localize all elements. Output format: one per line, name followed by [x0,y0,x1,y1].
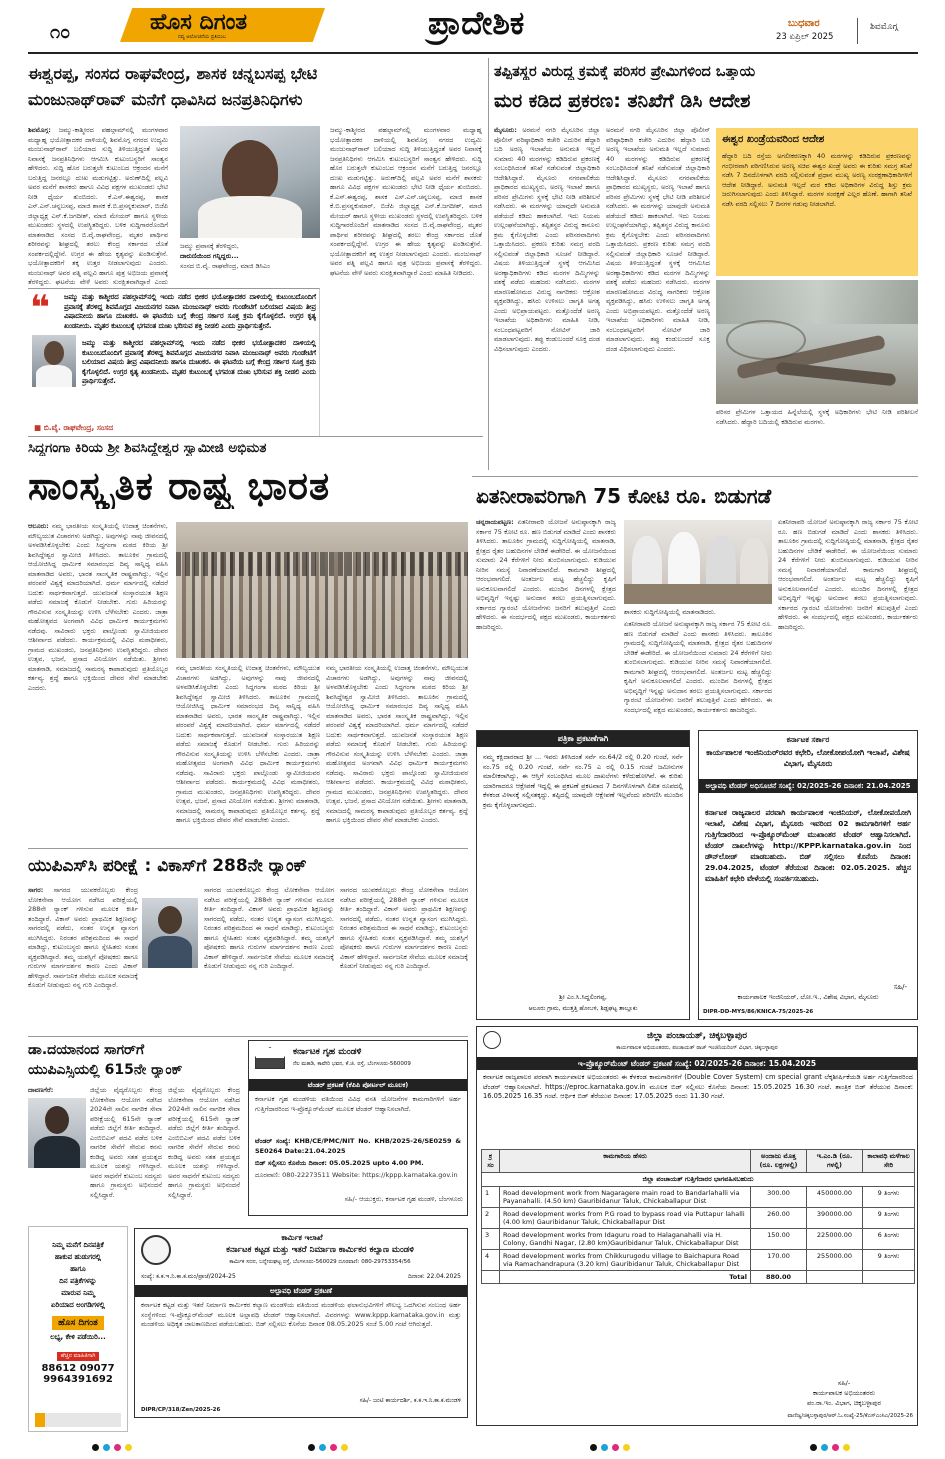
notice4-body: ಕರ್ನಾಟಕ ರಾಜ್ಯಪಾಲರ ಪರವಾಗಿ ಕಾರ್ಯಪಾಲಕ ಅಭಿಯಂತರರು ಈ ಕೆಳಕಂಡ ಕಾಮಗಾರಿಗಳಿಗೆ (Double Cover System) cm special grant ಲೆಕ್ಕಶೀರ್ಷಿಕೆಯಡಿ ಅರ್ಹ ಗುತ್ತಿಗೆದಾರರಿಂದ ಟೆಂಡರ್ ಆಹ್ವಾನಿಸಲಾಗಿದೆ. https://eproc.karnataka.gov.in ಮೂಲಕ ಬಿಡ್ ಸಲ್ಲಿಸಲು ಕೊನೆಯ ದಿನಾಂಕ: 15.05.2025 16.30 ಗಂಟೆ. ತಾಂತ್ರಿಕ ಬಿಡ್ ತೆರೆಯುವ ದಿನಾಂಕ: 16.05.2025 16.35 ಗಂಟೆ. ಆರ್ಥಿಕ ಬಿಡ್ ತೆರೆಯುವ ದಿನಾಂಕ: 17.05.2025 ರಂದು 11.30 ಗಂಟೆ. [483,1073,913,1100]
story2-body-cont: ಅರಮನೆ ನಗರಿ ಮೈಸೂರಿನ ಜಿಲ್ಲಾ ಪೊಲೀಸ್ ವರಿಷ್ಠಾಧಿಕಾರಿ ಕಚೇರಿ ಎದುರಿನ ಹೆದ್ದಾರಿ ಬದಿ ಅರಣ್ಯ ಇಲಾಖೆಯ ಅನುಮತಿ ಇಲ್ಲದೆ ಸುಮಾರು 40 ಮರಗಳನ್ನು ಕಡಿದಿರುವ ಪ್ರಕರಣಕ್ಕೆ ಸಂಬಂಧಿಸಿದಂತೆ ತನಿಖೆ ನಡೆಸುವಂತೆ ಜಿಲ್ಲಾಧಿಕಾರಿ ಆದೇಶಿಸಿದ್ದಾರೆ. ಮೈಸೂರು ನಗರಪಾಲಿಕೆಯ ಪ್ರಾಧಿಕಾರದ ಮುಖ್ಯಸ್ಥರು, ಅರಣ್ಯ ಇಲಾಖೆ ಹಾಗೂ ಪರಿಸರ ಪ್ರೇಮಿಗಳು ಸ್ಥಳಕ್ಕೆ ಭೇಟಿ ನೀಡಿ ಪರಿಶೀಲನೆ ನಡೆಸಿದರು. ಈ ಮರಗಳನ್ನು ಯಾವುದೇ ಅನುಮತಿ ಪಡೆಯದೆ ಕಡಿದು ಹಾಕಲಾಗಿದೆ. ಇದು ನಿಯಮ ಉಲ್ಲಂಘನೆಯಾಗಿದ್ದು, ತಪ್ಪಿತಸ್ಥರ ವಿರುದ್ಧ ಕಾನೂನು ಕ್ರಮ ಕೈಗೊಳ್ಳಬೇಕು ಎಂದು ಪರಿಸರವಾದಿಗಳು ಒತ್ತಾಯಿಸಿದರು. ಪ್ರಕರಣ ಕುರಿತು ಸಮಗ್ರ ವರದಿ ಸಲ್ಲಿಸುವಂತೆ ಜಿಲ್ಲಾಧಿಕಾರಿ ಸೂಚನೆ ನೀಡಿದ್ದಾರೆ. ವಿಷಯ ತಿಳಿಯುತ್ತಿದ್ದಂತೆ ಸ್ಥಳಕ್ಕೆ ಆಗಮಿಸಿದ ಅರಣ್ಯಾಧಿಕಾರಿಗಳು ಕಡಿದ ಮರಗಳ ದಿಮ್ಮಿಗಳನ್ನು ವಶಕ್ಕೆ ಪಡೆದು ಮಹಜರು ನಡೆಸಿದರು. ಮರಗಳ ಮಾರಣಹೋಮದ ವಿರುದ್ಧ ನಾಗರಿಕರು ಆಕ್ರೋಶ ವ್ಯಕ್ತಪಡಿಸಿದ್ದು, ಹಸಿರು ಉಳಿಸಲು ಜಾಗೃತಿ ಅಗತ್ಯ ಎಂದು ಅಭಿಪ್ರಾಯಪಟ್ಟರು. ಮತ್ತೊಂದೆಡೆ ಅರಣ್ಯ ಇಲಾಖೆಯ ಅಧಿಕಾರಿಗಳು ಮಾಹಿತಿ ನೀಡಿ, ಸಂಬಂಧಪಟ್ಟವರಿಗೆ ನೋಟಿಸ್ ಜಾರಿ ಮಾಡಲಾಗುವುದು. ತಪ್ಪು ಕಂಡುಬಂದರೆ ಸೂಕ್ತ ದಂಡ ವಿಧಿಸಲಾಗುವುದು ಎಂದರು. [606,126,710,353]
masthead-date: 23 ಏಪ್ರಿಲ್ 2025 [776,32,834,42]
cell-no: 4 [482,1250,500,1271]
notice5-ref: ಸಂಖ್ಯೆ: ಕ.ಕ.ಇ.ನಿ.ಕಾ.ಕ.ಮಂ/ಪ್ರಾಜೆ/2024-25 [141,1273,236,1280]
notice4-header: ಜಿಲ್ಲಾ ಪಂಚಾಯತ್, ಚಿಕ್ಕಬಳ್ಳಾಪುರ [647,1031,747,1041]
page-number: ೧೦ [50,22,71,43]
story3-dateline: ಆಲೂರು: [28,522,49,530]
story3-headline: ಸಾಂಸ್ಕೃತಿಕ ರಾಷ್ಟ್ರ ಭಾರತ [28,464,331,508]
story1-quote-box [28,288,320,436]
branches [726,320,806,360]
notice3-address: ನೆಲ ಮಹಡಿ, ಕಾವೇರಿ ಭವನ, ಕೆ.ಜಿ. ರಸ್ತೆ, ಬೆಂಗಳೂರು-560009 [293,1061,411,1067]
story4-body-col1 [476,518,616,714]
th-serial: ಕ್ರ ಸಂ [482,1150,500,1173]
story4-body: ಏತನೀರಾವರಿ ಯೋಜನೆ ಅನುಷ್ಠಾನಕ್ಕಾಗಿ ರಾಜ್ಯ ಸರ್ಕಾರ 75 ಕೋಟಿ ರೂ. ಹಣ ಬಿಡುಗಡೆ ಮಾಡಿದೆ ಎಂದು ಶಾಸಕರು ತಿಳಿಸಿದರು. ತಾಲೂಕಿನ ಗ್ರಾಮದಲ್ಲಿ ಸುದ್ದಿಗೋಷ್ಠಿಯಲ್ಲಿ ಮಾತನಾಡಿ, ಕ್ಷೇತ್ರದ ರೈತರ ಬಹುದಿನಗಳ ಬೇಡಿಕೆ ಈಡೇರಿದೆ. ಈ ಯೋಜನೆಯಿಂದ ಸುಮಾರು 24 ಕೆರೆಗಳಿಗೆ ನೀರು ತುಂಬಿಸಲಾಗುವುದು. ಕುಡಿಯುವ ನೀರಿನ ಸಮಸ್ಯೆ ನಿವಾರಣೆಯಾಗಲಿದೆ. ಕಾಮಗಾರಿ ಶೀಘ್ರದಲ್ಲಿ ಆರಂಭವಾಗಲಿದೆ. ಅಂತರ್ಜಲ ಮಟ್ಟ ಹೆಚ್ಚಲಿದ್ದು ಕೃಷಿಗೆ ಅನುಕೂಲವಾಗಲಿದೆ ಎಂದರು. ಮುಂದಿನ ದಿನಗಳಲ್ಲಿ ಕ್ಷೇತ್ರದ ಅಭಿವೃದ್ಧಿಗೆ ಇನ್ನಷ್ಟು ಅನುದಾನ ತರಲು ಪ್ರಯತ್ನಿಸಲಾಗುವುದು. ಸರ್ಕಾರದ ಗ್ಯಾರಂಟಿ ಯೋಜನೆಗಳು ಜನರಿಗೆ ತಲುಪುತ್ತಿವೆ ಎಂದು ಹೇಳಿದರು. ಈ ಸಂದರ್ಭದಲ್ಲಿ ಪಕ್ಷದ ಮುಖಂಡರು, ಕಾರ್ಯಕರ್ತರು ಹಾಜರಿದ್ದರು. [476,518,616,631]
story6-top-rule [28,1036,468,1037]
crowd-heads [176,552,468,576]
notice1-signature-2: ಆಲೂರು ಗ್ರಾಮ, ಮುತ್ತತ್ತಿ ಹೋಬಳಿ, ಶಿಡ್ಲಘಟ್ಟ ತಾಲ್ಲೂಕು [528,1005,638,1012]
story1-caption-3: ಸಂಸದ ಬಿ.ವೈ. ರಾಘವೇಂದ್ರ, ಮಾಜಿ ಡಿಸಿಎಂ [180,262,271,270]
story1-body-cont: ಜಮ್ಮು-ಕಾಶ್ಮೀರದ ಪಹಲ್ಗಾಮ್‌ನಲ್ಲಿ ಮಂಗಳವಾರ ಮಧ್ಯಾಹ್ನ ಭಯೋತ್ಪಾದಕರ ದಾಳಿಯಲ್ಲಿ ಶಿವಮೊಗ್ಗ ನಗರದ ಉದ್ಯಮಿ ಮಂಜುನಾಥ್‌ರಾವ್ ಬಲಿಯಾದ ಸುದ್ದಿ ತಿಳಿಯುತ್ತಿದ್ದಂತೆ ಅವರ ನಿವಾಸಕ್ಕೆ ಜನಪ್ರತಿನಿಧಿಗಳು ಆಗಮಿಸಿ ಕುಟುಂಬಸ್ಥರಿಗೆ ಸಾಂತ್ವನ ಹೇಳಿದರು. ಸುದ್ದಿ ಹೊರ ಬರುತ್ತಲೇ ಕುಟುಂಬದ ಆಕ್ರಂದನ ಮನೆಗೆ ಬರುತ್ತಿದ್ದ ಜನರಲ್ಲೂ ದುಃಖ ಮಡುಗಟ್ಟಿತ್ತು. ಅರುಣ್‌ದಿಲ್ಲಿ ಪಲ್ಲವಿ ಅವರ ಮನೆಗೆ ಶಾಸಕರು ಹಾಗೂ ವಿವಿಧ ಪಕ್ಷಗಳ ಮುಖಂಡರು ಭೇಟಿ ನೀಡಿ ಧೈರ್ಯ ತುಂಬಿದರು. ಕೆ.ಎಸ್.ಈಶ್ವರಪ್ಪ, ಶಾಸಕ ಎಸ್.ಎನ್.ಚನ್ನಬಸಪ್ಪ, ಮಾಜಿ ಶಾಸಕ ಕೆ.ಬಿ.ಪ್ರಸನ್ನಕುಮಾರ್, ಬಿಜೆಪಿ ಜಿಲ್ಲಾಧ್ಯಕ್ಷ ಎನ್.ಕೆ.ಜಗದೀಶ್, ಮಾಜಿ ಮೇಯರ್ ಹಾಗೂ ಸ್ಥಳೀಯ ಮುಖಂಡರು ಸ್ಥಳದಲ್ಲಿ ಉಪಸ್ಥಿತರಿದ್ದರು. ಬಳಿಕ ಸುದ್ದಿಗಾರರೊಂದಿಗೆ ಮಾತನಾಡಿದ ಸಂಸದ ಬಿ.ವೈ.ರಾಘವೇಂದ್ರ, ಮೃತರ ಪಾರ್ಥಿವ ಶರೀರವನ್ನು ಶೀಘ್ರದಲ್ಲಿ ತರಲು ಕೇಂದ್ರ ಸರ್ಕಾರದ ಜೊತೆ ಸಂಪರ್ಕದಲ್ಲಿದ್ದೇನೆ. ಉಗ್ರರ ಈ ಹೇಯ ಕೃತ್ಯವನ್ನು ಖಂಡಿಸುತ್ತೇನೆ. ಭಯೋತ್ಪಾದಕರಿಗೆ ತಕ್ಕ ಉತ್ತರ ನೀಡಲಾಗುವುದು ಎಂದರು. ಮಂಜುನಾಥ್ ಅವರ ಪತ್ನಿ ಪಲ್ಲವಿ ಹಾಗೂ ಪುತ್ರ ಅಭಿಜಯ ಪ್ರವಾಸಕ್ಕೆ ತೆರಳಿದ್ದರು. ಘಟನೆಯ ವೇಳೆ ಅವರು ಸುರಕ್ಷಿತವಾಗಿದ್ದಾರೆ ಎಂದು ಮಾಹಿತಿ ನೀಡಿದರು. [330,126,482,277]
person-silhouette [222,140,278,202]
total-empty-2 [807,1271,863,1284]
story3-body-col2 [176,664,320,840]
cell-period: 6 ತಿಂಗಳು [863,1229,915,1250]
ad-brand-strip [35,1413,121,1427]
ad-label: ಹೆಚ್ಚಿನ ಮಾಹಿತಿಗಾಗಿ [57,1352,100,1361]
notice4-table-wrap [481,1149,915,1284]
cell-amount: 150.00 [751,1229,807,1250]
notice2-header: ಕರ್ನಾಟಕ ಸರ್ಕಾರ [786,735,830,744]
story4-body-cont2: ಏತನೀರಾವರಿ ಯೋಜನೆ ಅನುಷ್ಠಾನಕ್ಕಾಗಿ ರಾಜ್ಯ ಸರ್ಕಾರ 75 ಕೋಟಿ ರೂ. ಹಣ ಬಿಡುಗಡೆ ಮಾಡಿದೆ ಎಂದು ಶಾಸಕರು ತಿಳಿಸಿದರು. ತಾಲೂಕಿನ ಗ್ರಾಮದಲ್ಲಿ ಸುದ್ದಿಗೋಷ್ಠಿಯಲ್ಲಿ ಮಾತನಾಡಿ, ಕ್ಷೇತ್ರದ ರೈತರ ಬಹುದಿನಗಳ ಬೇಡಿಕೆ ಈಡೇರಿದೆ. ಈ ಯೋಜನೆಯಿಂದ ಸುಮಾರು 24 ಕೆರೆಗಳಿಗೆ ನೀರು ತುಂಬಿಸಲಾಗುವುದು. ಕುಡಿಯುವ ನೀರಿನ ಸಮಸ್ಯೆ ನಿವಾರಣೆಯಾಗಲಿದೆ. ಕಾಮಗಾರಿ ಶೀಘ್ರದಲ್ಲಿ ಆರಂಭವಾಗಲಿದೆ. ಅಂತರ್ಜಲ ಮಟ್ಟ ಹೆಚ್ಚಲಿದ್ದು ಕೃಷಿಗೆ ಅನುಕೂಲವಾಗಲಿದೆ ಎಂದರು. ಮುಂದಿನ ದಿನಗಳಲ್ಲಿ ಕ್ಷೇತ್ರದ ಅಭಿವೃದ್ಧಿಗೆ ಇನ್ನಷ್ಟು ಅನುದಾನ ತರಲು ಪ್ರಯತ್ನಿಸಲಾಗುವುದು. ಸರ್ಕಾರದ ಗ್ಯಾರಂಟಿ ಯೋಜನೆಗಳು ಜನರಿಗೆ ತಲುಪುತ್ತಿವೆ ಎಂದು ಹೇಳಿದರು. ಈ ಸಂದರ್ಭದಲ್ಲಿ ಪಕ್ಷದ ಮುಖಂಡರು, ಕಾರ್ಯಕರ್ತರು ಹಾಜರಿದ್ದರು. [778,518,918,631]
dot-cyan [319,1444,326,1451]
story-tree-felling [494,58,918,470]
story2-sidebar [716,128,918,276]
notice2-title: ಕಾರ್ಯಪಾಲಕ ಇಂಜಿನಿಯರ್‌ರವರ ಕಛೇರಿ, ಲೋಕೋಪಯೋಗಿ ಇಲಾಖೆ, ವಿಶೇಷ ವಿಭಾಗ, ಮೈಸೂರು [706,748,910,768]
notice4-sign-1: ಸಹಿ/- [837,1379,851,1387]
cell-period: 9 ತಿಂಗಳು [863,1208,915,1229]
story4-dateline: ಚನ್ನರಾಯಪಟ್ಟಣ: [476,518,514,526]
cell-period: 9 ತಿಂಗಳು [863,1250,915,1271]
table-row [482,1187,915,1208]
dot-black [810,1444,817,1451]
table-row [482,1250,915,1271]
story5-body: ಸಾಗರದ ಯುವಕರೊಬ್ಬರು ಕೇಂದ್ರ ಲೋಕಸೇವಾ ಆಯೋಗ ನಡೆಸಿದ ಪರೀಕ್ಷೆಯಲ್ಲಿ 288ನೇ ರ್‍ಯಾಂಕ್ ಗಳಿಸುವ ಮೂಲಕ ಕೀರ್ತಿ ತಂದಿದ್ದಾರೆ. ವಿಕಾಸ್ ಅವರು ಪ್ರಾಥಮಿಕ ಶಿಕ್ಷಣವನ್ನು ಸಾಗರದಲ್ಲಿ ಪಡೆದು, ನಂತರ ಉನ್ನತ ವ್ಯಾಸಂಗ ಮುಗಿಸಿದ್ದರು. ನಿರಂತರ ಪರಿಶ್ರಮದಿಂದ ಈ ಸಾಧನೆ ಮಾಡಿದ್ದು, ಕುಟುಂಬಸ್ಥರು ಹಾಗೂ ಸ್ನೇಹಿತರು ಸಂತಸ ವ್ಯಕ್ತಪಡಿಸಿದ್ದಾರೆ. ತಮ್ಮ ಯಶಸ್ಸಿಗೆ ಪೋಷಕರು ಹಾಗೂ ಗುರುಗಳ ಮಾರ್ಗದರ್ಶನ ಕಾರಣ ಎಂದು ವಿಕಾಸ್ ಹೇಳಿದ್ದಾರೆ. ಸಾರ್ವಜನಿಕ ಸೇವೆಯ ಮೂಲಕ ಸಮಾಜಕ್ಕೆ ಕೊಡುಗೆ ನೀಡುವುದು ನನ್ನ ಗುರಿ ಎಂದಿದ್ದಾರೆ. [28,886,138,989]
cell-work: Road development works from Chikkurugodu village to Baichapura Road via Ramachandrapura (3.20 km) Gauribidanur Taluk, Chickaballapur Dist [500,1250,751,1271]
story5-body-cont1: ಸಾಗರದ ಯುವಕರೊಬ್ಬರು ಕೇಂದ್ರ ಲೋಕಸೇವಾ ಆಯೋಗ ನಡೆಸಿದ ಪರೀಕ್ಷೆಯಲ್ಲಿ 288ನೇ ರ್‍ಯಾಂಕ್ ಗಳಿಸುವ ಮೂಲಕ ಕೀರ್ತಿ ತಂದಿದ್ದಾರೆ. ವಿಕಾಸ್ ಅವರು ಪ್ರಾಥಮಿಕ ಶಿಕ್ಷಣವನ್ನು ಸಾಗರದಲ್ಲಿ ಪಡೆದು, ನಂತರ ಉನ್ನತ ವ್ಯಾಸಂಗ ಮುಗಿಸಿದ್ದರು. ನಿರಂತರ ಪರಿಶ್ರಮದಿಂದ ಈ ಸಾಧನೆ ಮಾಡಿದ್ದು, ಕುಟುಂಬಸ್ಥರು ಹಾಗೂ ಸ್ನೇಹಿತರು ಸಂತಸ ವ್ಯಕ್ತಪಡಿಸಿದ್ದಾರೆ. ತಮ್ಮ ಯಶಸ್ಸಿಗೆ ಪೋಷಕರು ಹಾಗೂ ಗುರುಗಳ ಮಾರ್ಗದರ್ಶನ ಕಾರಣ ಎಂದು ವಿಕಾಸ್ ಹೇಳಿದ್ದಾರೆ. ಸಾರ್ವಜನಿಕ ಸೇವೆಯ ಮೂಲಕ ಸಮಾಜಕ್ಕೆ ಕೊಡುಗೆ ನೀಡುವುದು ನನ್ನ ಗುರಿ ಎಂದಿದ್ದಾರೆ. [204,886,334,970]
notice2-ref: ಅಲ್ಪಾವಧಿ ಟೆಂಡರ್ ಅಧಿಸೂಚನೆ ಸಂಖ್ಯೆ: 02/2025-26 ದಿನಾಂಕ: 21.04.2025 [699,779,917,793]
dot-magenta [612,1444,619,1451]
story6-body-col2 [168,1086,240,1214]
cell-emd: 255000.00 [807,1250,863,1271]
notice5-heading: ಅಲ್ಪಾವಧಿ ಟೆಂಡರ್ ಪ್ರಕಟಣೆ [135,1285,467,1297]
ad-line-6: ಏರಿಯಾದ ಅಂಗಡಿಗಳಲ್ಲಿ [51,1301,105,1309]
notice2-sign-1: ಸಹಿ/- [893,983,907,991]
story6-body-cont: ಜಿಲ್ಲೆಯ ವೈದ್ಯರೊಬ್ಬರು ಕೇಂದ್ರ ಲೋಕಸೇವಾ ಆಯೋಗ ನಡೆಸಿದ 2024ನೇ ಸಾಲಿನ ನಾಗರಿಕ ಸೇವಾ ಪರೀಕ್ಷೆಯಲ್ಲಿ 615ನೇ ರ್‍ಯಾಂಕ್ ಪಡೆದು ಜಿಲ್ಲೆಗೆ ಕೀರ್ತಿ ತಂದಿದ್ದಾರೆ. ಎಂಬಿಬಿಎಸ್ ಪದವಿ ಪಡೆದ ಬಳಿಕ ನಾಗರಿಕ ಸೇವೆಗೆ ಸೇರುವ ಕನಸು ಕಂಡಿದ್ದ ಅವರು ಸತತ ಪ್ರಯತ್ನದ ಮೂಲಕ ಯಶಸ್ಸು ಗಳಿಸಿದ್ದಾರೆ. ಅವರ ಸಾಧನೆಗೆ ಕುಟುಂಬ ಸದಸ್ಯರು ಹಾಗೂ ಗ್ರಾಮಸ್ಥರು ಅಭಿನಂದನೆ ಸಲ್ಲಿಸಿದ್ದಾರೆ. [168,1086,240,1199]
paper-tagline: ನವ್ಯ ಆಲೋಚನೆಯ ಪ್ರತಿಬಿಂಬ [178,34,226,40]
story2-dateline: ಮೈಸೂರು: [494,126,517,134]
ad-line-2: ಹಾಕುವ ಹುಡುಗರಲ್ಲಿ [54,1253,102,1261]
th-work: ಕಾಮಗಾರಿಯ ಹೆಸರು [500,1150,751,1173]
author-body [36,365,72,387]
story3-kicker: ಸಿದ್ಧಗಂಗಾ ಕಿರಿಯ ಶ್ರೀ ಶಿವಸಿದ್ದೇಶ್ವರ ಸ್ವಾಮೀಜಿ ಅಭಿಮತ [28,440,267,456]
story1-quote-author: ■ ಬಿ.ವೈ. ರಾಘವೇಂದ್ರ, ಸಂಸದ [34,423,114,432]
vikas-body [148,936,192,968]
cell-emd: 390000.00 [807,1208,863,1229]
ad-line-4: ದಿನ ಪತ್ರಿಕೆಗಳನ್ನು [59,1277,97,1285]
story-manjunath [28,58,483,440]
notice3-ref: ಟೆಂಡರ್ ಸಂಖ್ಯೆ: KHB/CE/PMC/NIT No. KHB/2025-26/SE0259 & SE0264 Date:21.04.2025 [255,1137,461,1155]
ad-line-5: ಮಾರುವ ನಿಮ್ಮ [61,1289,95,1297]
person-shoulders [198,196,302,238]
story3-body-col3 [326,664,468,840]
registration-marks-right [810,1444,850,1451]
notice5-footer: DIPR/CP/318/Zen/2025-26 [141,1407,221,1413]
notice3-deadline: ಬಿಡ್ ಸಲ್ಲಿಸಲು ಕೊನೆಯ ದಿನಾಂಕ: 05.05.2025 upto 4.00 PM. [255,1159,424,1167]
story5-body-col3 [340,886,468,1026]
story4-photo-caption: ಶಾಸಕರು ಸುದ್ದಿಗೋಷ್ಠಿಯಲ್ಲಿ ಮಾತನಾಡಿದರು. [624,608,716,616]
table-group-row [482,1173,915,1187]
story4-body-col2 [624,620,772,714]
dayananda-head [45,1106,69,1134]
story2-photo-felled-trees [716,280,918,404]
story3-body: ನಮ್ಮ ಭಾರತೀಯ ಸಂಸ್ಕೃತಿಯಲ್ಲಿ ಉದಾತ್ತ ಚಿಂತನೆಗಳು, ಮೌಲ್ಯಯುತ ವಿಚಾರಗಳು ಅಡಗಿದ್ದು, ಅವುಗಳನ್ನು ನಾವು ಜೀವನದಲ್ಲಿ ಅಳವಡಿಸಿಕೊಳ್ಳಬೇಕು ಎಂದು ಸಿದ್ಧಗಂಗಾ ಮಠದ ಕಿರಿಯ ಶ್ರೀ ಶಿವಸಿದ್ದೇಶ್ವರ ಸ್ವಾಮೀಜಿ ತಿಳಿಸಿದರು. ತಾಲೂಕಿನ ಗ್ರಾಮದಲ್ಲಿ ಆಯೋಜಿಸಿದ್ದ ಧಾರ್ಮಿಕ ಸಮಾರಂಭದ ದಿವ್ಯ ಸಾನ್ನಿಧ್ಯ ವಹಿಸಿ ಮಾತನಾಡಿದ ಅವರು, ಭಾರತ ಸಾಂಸ್ಕೃತಿಕ ರಾಷ್ಟ್ರವಾಗಿದ್ದು, ಇಲ್ಲಿನ ಪರಂಪರೆ ವಿಶ್ವಕ್ಕೆ ಮಾದರಿಯಾಗಿದೆ. ಧರ್ಮ ಮಾರ್ಗದಲ್ಲಿ ನಡೆದರೆ ಬದುಕು ಸಾರ್ಥಕವಾಗುತ್ತದೆ. ಯುವಜನತೆ ಸಂಸ್ಕಾರಯುತ ಶಿಕ್ಷಣ ಪಡೆದು ಸಮಾಜಕ್ಕೆ ಕೊಡುಗೆ ನೀಡಬೇಕು. ಗುರು ಹಿರಿಯರನ್ನು ಗೌರವಿಸುವ ಸಂಸ್ಕೃತಿಯನ್ನು ಉಳಿಸಿ ಬೆಳೆಸಬೇಕು ಎಂದರು. ಜಾತ್ರಾ ಮಹೋತ್ಸವದ ಅಂಗವಾಗಿ ವಿವಿಧ ಧಾರ್ಮಿಕ ಕಾರ್ಯಕ್ರಮಗಳು ನಡೆದವು. ಸಾವಿರಾರು ಭಕ್ತರು ಪಾಲ್ಗೊಂಡು ಸ್ವಾಮೀಜಿಯವರ ಆಶೀರ್ವಾದ ಪಡೆದರು. ಕಾರ್ಯಕ್ರಮದಲ್ಲಿ ವಿವಿಧ ಮಠಾಧೀಶರು, ಗ್ರಾಮದ ಮುಖಂಡರು, ಜನಪ್ರತಿನಿಧಿಗಳು ಉಪಸ್ಥಿತರಿದ್ದರು. ದೇವರ ಉತ್ಸವ, ಭಜನೆ, ಪ್ರಸಾದ ವಿನಿಯೋಗ ನಡೆಯಿತು. ಶ್ರೀಗಳು ಮಾತನಾಡಿ, ಸಮಾಜದಲ್ಲಿ ಸಾಮರಸ್ಯ ಕಾಪಾಡುವುದು ಪ್ರತಿಯೊಬ್ಬರ ಕರ್ತವ್ಯ. ಶ್ರದ್ಧೆ ಹಾಗೂ ಭಕ್ತಿಯಿಂದ ದೇವರ ಸೇವೆ ಮಾಡಬೇಕು ಎಂದರು. [28,522,168,692]
dot-magenta [832,1444,839,1451]
notice5-subtitle: ಕರ್ನಾಟಕ ಕಟ್ಟಡ ಮತ್ತು ಇತರೆ ನಿರ್ಮಾಣ ಕಾರ್ಮಿಕರ ಕಲ್ಯಾಣ ಮಂಡಳಿ [226,1245,414,1255]
table-group-label: ಜಿಲ್ಲಾ ಪಂಚಾಯತ್ ಗುತ್ತಿಗೆದಾರರ ಭಾಗವಹಿಸಬಹುದು [482,1173,915,1187]
masthead-divider [857,18,858,44]
story1-dateline: ಶಿವಮೊಗ್ಗ: [28,126,51,134]
total-amount: 880.00 [751,1271,807,1284]
notice2-sign-2: ಕಾರ್ಯಪಾಲಕ ಇಂಜಿನಿಯರ್, ಲೋ.ಇ., ವಿಶೇಷ ವಿಭಾಗ, ಮೈಸೂರು [737,993,879,1001]
story2-sidebar-body: ಹೆದ್ದಾರಿ ಬದಿ ರಸ್ತೆಯ ಅಗಲೀಕರಣಕ್ಕಾಗಿ 40 ಮರಗಳನ್ನು ಕಡಿದಿರುವ ಪ್ರಕರಣವನ್ನು ಗಂಭೀರವಾಗಿ ಪರಿಗಣಿಸಿರುವ ಅರಣ್ಯ ಸಚಿವ ಈಶ್ವರ ಖಂಡ್ರೆ ಅವರು ಈ ಕುರಿತು ಸಮಗ್ರ ತನಿಖೆ ನಡೆಸಿ 7 ದಿನದೊಳಗಾಗಿ ವರದಿ ಸಲ್ಲಿಸುವಂತೆ ಪ್ರಧಾನ ಮುಖ್ಯ ಅರಣ್ಯ ಸಂರಕ್ಷಣಾಧಿಕಾರಿಗಳಿಗೆ ಆದೇಶ ನೀಡಿದ್ದಾರೆ. ಅನುಮತಿ ಇಲ್ಲದೆ ಮರ ಕಡಿದ ಅಧಿಕಾರಿಗಳ ವಿರುದ್ಧ ಶಿಸ್ತು ಕ್ರಮ ಜರುಗಿಸಲಾಗುವುದು ಎಂದು ತಿಳಿಸಿದ್ದಾರೆ. ಮರಗಳ ಸಂರಕ್ಷಣೆ ಎಲ್ಲರ ಹೊಣೆ. ಹಾಗಾಗಿ ತನಿಖೆ ನಡೆಸಿ ವರದಿ ಸಲ್ಲಿಸಲು 7 ದಿನಗಳ ಗಡುವು ನೀಡಲಾಗಿದೆ. [722,152,912,208]
cell-amount: 300.00 [751,1187,807,1208]
newspaper-ad [28,1226,128,1432]
story6-photo [28,1098,86,1168]
story2-photo-caption: ಪರಿಸರ ಪ್ರೇಮಿಗಳ ಒತ್ತಾಯದ ಹಿನ್ನೆಲೆಯಲ್ಲಿ ಸ್ಥಳಕ್ಕೆ ಅಧಿಕಾರಿಗಳು ಭೇಟಿ ನೀಡಿ ಪರಿಶೀಲನೆ ನಡೆಸಿದರು. ಹೆದ್ದಾರಿ ಬದಿಯಲ್ಲಿ ಕಡಿದಿರುವ ಮರಗಳು. [716,408,918,426]
th-amount: ಅಂದಾಜು ಮೊತ್ತ (ರೂ. ಲಕ್ಷಗಳಲ್ಲಿ) [751,1150,807,1173]
story3-top-rule [28,436,483,437]
story-siddaganga [28,438,468,848]
section-title: ಪ್ರಾದೇಶಿಕ [428,4,525,42]
total-empty-3 [863,1271,915,1284]
story4-headline: ಏತನೀರಾವರಿಗಾಗಿ 75 ಕೋಟಿ ರೂ. ಬಿಡುಗಡೆ [476,484,772,508]
cell-work: Road development work from Nagaragere main road to Bandarlahalli via Payanahalli. (4.50 km) Gauribidanur Taluk, Chickaballapur Dist [500,1187,751,1208]
story5-body-cont2: ಸಾಗರದ ಯುವಕರೊಬ್ಬರು ಕೇಂದ್ರ ಲೋಕಸೇವಾ ಆಯೋಗ ನಡೆಸಿದ ಪರೀಕ್ಷೆಯಲ್ಲಿ 288ನೇ ರ್‍ಯಾಂಕ್ ಗಳಿಸುವ ಮೂಲಕ ಕೀರ್ತಿ ತಂದಿದ್ದಾರೆ. ವಿಕಾಸ್ ಅವರು ಪ್ರಾಥಮಿಕ ಶಿಕ್ಷಣವನ್ನು ಸಾಗರದಲ್ಲಿ ಪಡೆದು, ನಂತರ ಉನ್ನತ ವ್ಯಾಸಂಗ ಮುಗಿಸಿದ್ದರು. ನಿರಂತರ ಪರಿಶ್ರಮದಿಂದ ಈ ಸಾಧನೆ ಮಾಡಿದ್ದು, ಕುಟುಂಬಸ್ಥರು ಹಾಗೂ ಸ್ನೇಹಿತರು ಸಂತಸ ವ್ಯಕ್ತಪಡಿಸಿದ್ದಾರೆ. ತಮ್ಮ ಯಶಸ್ಸಿಗೆ ಪೋಷಕರು ಹಾಗೂ ಗುರುಗಳ ಮಾರ್ಗದರ್ಶನ ಕಾರಣ ಎಂದು ವಿಕಾಸ್ ಹೇಳಿದ್ದಾರೆ. ಸಾರ್ವಜನಿಕ ಸೇವೆಯ ಮೂಲಕ ಸಮಾಜಕ್ಕೆ ಕೊಡುಗೆ ನೀಡುವುದು ನನ್ನ ಗುರಿ ಎಂದಿದ್ದಾರೆ. [340,886,468,970]
story6-body: ಜಿಲ್ಲೆಯ ವೈದ್ಯರೊಬ್ಬರು ಕೇಂದ್ರ ಲೋಕಸೇವಾ ಆಯೋಗ ನಡೆಸಿದ 2024ನೇ ಸಾಲಿನ ನಾಗರಿಕ ಸೇವಾ ಪರೀಕ್ಷೆಯಲ್ಲಿ 615ನೇ ರ್‍ಯಾಂಕ್ ಪಡೆದು ಜಿಲ್ಲೆಗೆ ಕೀರ್ತಿ ತಂದಿದ್ದಾರೆ. ಎಂಬಿಬಿಎಸ್ ಪದವಿ ಪಡೆದ ಬಳಿಕ ನಾಗರಿಕ ಸೇವೆಗೆ ಸೇರುವ ಕನಸು ಕಂಡಿದ್ದ ಅವರು ಸತತ ಪ್ರಯತ್ನದ ಮೂಲಕ ಯಶಸ್ಸು ಗಳಿಸಿದ್ದಾರೆ. ಅವರ ಸಾಧನೆಗೆ ಕುಟುಂಬ ಸದಸ್ಯರು ಹಾಗೂ ಗ್ರಾಮಸ್ಥರು ಅಭಿನಂದನೆ ಸಲ್ಲಿಸಿದ್ದಾರೆ. [90,1086,162,1199]
notice2-footer: DIPR-DD-MYS/86/KNICA-75/2025-26 [703,1009,814,1015]
story4-body-col3 [778,518,918,714]
notice3-contact: ದೂರವಾಣಿ: 080-22273511 Website: https://kppp.karnataka.gov.in [255,1171,458,1179]
ad-line-7: ಲಭ್ಯ, ಕೇಳಿ ಪಡೆಯಿರಿ... [50,1333,106,1341]
table-row [482,1208,915,1229]
dot-yellow [843,1444,850,1451]
notice5-date: ದಿನಾಂಕ: 22.04.2025 [408,1273,461,1280]
story6-dateline-row [28,1086,80,1096]
press-table [624,584,772,604]
registration-marks-left [92,1444,132,1451]
story1-body: ಜಮ್ಮು-ಕಾಶ್ಮೀರದ ಪಹಲ್ಗಾಮ್‌ನಲ್ಲಿ ಮಂಗಳವಾರ ಮಧ್ಯಾಹ್ನ ಭಯೋತ್ಪಾದಕರ ದಾಳಿಯಲ್ಲಿ ಶಿವಮೊಗ್ಗ ನಗರದ ಉದ್ಯಮಿ ಮಂಜುನಾಥ್‌ರಾವ್ ಬಲಿಯಾದ ಸುದ್ದಿ ತಿಳಿಯುತ್ತಿದ್ದಂತೆ ಅವರ ನಿವಾಸಕ್ಕೆ ಜನಪ್ರತಿನಿಧಿಗಳು ಆಗಮಿಸಿ ಕುಟುಂಬಸ್ಥರಿಗೆ ಸಾಂತ್ವನ ಹೇಳಿದರು. ಸುದ್ದಿ ಹೊರ ಬರುತ್ತಲೇ ಕುಟುಂಬದ ಆಕ್ರಂದನ ಮನೆಗೆ ಬರುತ್ತಿದ್ದ ಜನರಲ್ಲೂ ದುಃಖ ಮಡುಗಟ್ಟಿತ್ತು. ಅರುಣ್‌ದಿಲ್ಲಿ ಪಲ್ಲವಿ ಅವರ ಮನೆಗೆ ಶಾಸಕರು ಹಾಗೂ ವಿವಿಧ ಪಕ್ಷಗಳ ಮುಖಂಡರು ಭೇಟಿ ನೀಡಿ ಧೈರ್ಯ ತುಂಬಿದರು. ಕೆ.ಎಸ್.ಈಶ್ವರಪ್ಪ, ಶಾಸಕ ಎಸ್.ಎನ್.ಚನ್ನಬಸಪ್ಪ, ಮಾಜಿ ಶಾಸಕ ಕೆ.ಬಿ.ಪ್ರಸನ್ನಕುಮಾರ್, ಬಿಜೆಪಿ ಜಿಲ್ಲಾಧ್ಯಕ್ಷ ಎನ್.ಕೆ.ಜಗದೀಶ್, ಮಾಜಿ ಮೇಯರ್ ಹಾಗೂ ಸ್ಥಳೀಯ ಮುಖಂಡರು ಸ್ಥಳದಲ್ಲಿ ಉಪಸ್ಥಿತರಿದ್ದರು. ಬಳಿಕ ಸುದ್ದಿಗಾರರೊಂದಿಗೆ ಮಾತನಾಡಿದ ಸಂಸದ ಬಿ.ವೈ.ರಾಘವೇಂದ್ರ, ಮೃತರ ಪಾರ್ಥಿವ ಶರೀರವನ್ನು ಶೀಘ್ರದಲ್ಲಿ ತರಲು ಕೇಂದ್ರ ಸರ್ಕಾರದ ಜೊತೆ ಸಂಪರ್ಕದಲ್ಲಿದ್ದೇನೆ. ಉಗ್ರರ ಈ ಹೇಯ ಕೃತ್ಯವನ್ನು ಖಂಡಿಸುತ್ತೇನೆ. ಭಯೋತ್ಪಾದಕರಿಗೆ ತಕ್ಕ ಉತ್ತರ ನೀಡಲಾಗುವುದು ಎಂದರು. ಮಂಜುನಾಥ್ ಅವರ ಪತ್ನಿ ಪಲ್ಲವಿ ಹಾಗೂ ಪುತ್ರ ಅಭಿಜಯ ಪ್ರವಾಸಕ್ಕೆ ತೆರಳಿದ್ದರು. ಘಟನೆಯ ವೇಳೆ ಅವರು ಸುರಕ್ಷಿತವಾಗಿದ್ದಾರೆ ಎಂದು [28,126,168,286]
story1-caption-2: ದಾರುಣಿಯಿಂದ ಗನ್ನಿದ್ದರು... [180,252,239,260]
notice4-sign-3: ಪಂ.ರಾ.ಇಂ. ವಿಭಾಗ, ಚಿಕ್ಕಬಳ್ಳಾಪುರ [807,1399,881,1407]
ad-line-1: ನಿಮ್ಮ ಮನೆಗೆ ದಿನಪತ್ರಿಕೆ [52,1241,104,1249]
ad-phone-2: 9964391692 [43,1374,113,1385]
story2-body: ಅರಮನೆ ನಗರಿ ಮೈಸೂರಿನ ಜಿಲ್ಲಾ ಪೊಲೀಸ್ ವರಿಷ್ಠಾಧಿಕಾರಿ ಕಚೇರಿ ಎದುರಿನ ಹೆದ್ದಾರಿ ಬದಿ ಅರಣ್ಯ ಇಲಾಖೆಯ ಅನುಮತಿ ಇಲ್ಲದೆ ಸುಮಾರು 40 ಮರಗಳನ್ನು ಕಡಿದಿರುವ ಪ್ರಕರಣಕ್ಕೆ ಸಂಬಂಧಿಸಿದಂತೆ ತನಿಖೆ ನಡೆಸುವಂತೆ ಜಿಲ್ಲಾಧಿಕಾರಿ ಆದೇಶಿಸಿದ್ದಾರೆ. ಮೈಸೂರು ನಗರಪಾಲಿಕೆಯ ಪ್ರಾಧಿಕಾರದ ಮುಖ್ಯಸ್ಥರು, ಅರಣ್ಯ ಇಲಾಖೆ ಹಾಗೂ ಪರಿಸರ ಪ್ರೇಮಿಗಳು ಸ್ಥಳಕ್ಕೆ ಭೇಟಿ ನೀಡಿ ಪರಿಶೀಲನೆ ನಡೆಸಿದರು. ಈ ಮರಗಳನ್ನು ಯಾವುದೇ ಅನುಮತಿ ಪಡೆಯದೆ ಕಡಿದು ಹಾಕಲಾಗಿದೆ. ಇದು ನಿಯಮ ಉಲ್ಲಂಘನೆಯಾಗಿದ್ದು, ತಪ್ಪಿತಸ್ಥರ ವಿರುದ್ಧ ಕಾನೂನು ಕ್ರಮ ಕೈಗೊಳ್ಳಬೇಕು ಎಂದು ಪರಿಸರವಾದಿಗಳು ಒತ್ತಾಯಿಸಿದರು. ಪ್ರಕರಣ ಕುರಿತು ಸಮಗ್ರ ವರದಿ ಸಲ್ಲಿಸುವಂತೆ ಜಿಲ್ಲಾಧಿಕಾರಿ ಸೂಚನೆ ನೀಡಿದ್ದಾರೆ. ವಿಷಯ ತಿಳಿಯುತ್ತಿದ್ದಂತೆ ಸ್ಥಳಕ್ಕೆ ಆಗಮಿಸಿದ ಅರಣ್ಯಾಧಿಕಾರಿಗಳು ಕಡಿದ ಮರಗಳ ದಿಮ್ಮಿಗಳನ್ನು ವಶಕ್ಕೆ ಪಡೆದು ಮಹಜರು ನಡೆಸಿದರು. ಮರಗಳ ಮಾರಣಹೋಮದ ವಿರುದ್ಧ ನಾಗರಿಕರು ಆಕ್ರೋಶ ವ್ಯಕ್ತಪಡಿಸಿದ್ದು, ಹಸಿರು ಉಳಿಸಲು ಜಾಗೃತಿ ಅಗತ್ಯ ಎಂದು ಅಭಿಪ್ರಾಯಪಟ್ಟರು. ಮತ್ತೊಂದೆಡೆ ಅರಣ್ಯ ಇಲಾಖೆಯ ಅಧಿಕಾರಿಗಳು ಮಾಹಿತಿ ನೀಡಿ, ಸಂಬಂಧಪಟ್ಟವರಿಗೆ ನೋಟಿಸ್ ಜಾರಿ ಮಾಡಲಾಗುವುದು. ತಪ್ಪು ಕಂಡುಬಂದರೆ ಸೂಕ್ತ ದಂಡ ವಿಧಿಸಲಾಗುವುದು ಎಂದರು. [494,126,600,353]
story-upsc-dayananda [28,1040,240,1220]
story1-quote: ಜಮ್ಮು ಮತ್ತು ಕಾಶ್ಮೀರದ ಪಹಲ್ಗಾಮ್‌ನಲ್ಲಿ ಇಂದು ನಡೆದ ಭೀಕರ ಭಯೋತ್ಪಾದಕರ ದಾಳಿಯಲ್ಲಿ ಕುಟುಂಬದೊಂದಿಗೆ ಪ್ರವಾಸಕ್ಕೆ ತೆರಳಿದ್ದ ಶಿವಮೊಗ್ಗದ ವಿಜಯನಗರ ನಿವಾಸಿ ಮಂಜುನಾಥ್ ಅವರು ಗುಂಡೇಟಿಗೆ ಬಲಿಯಾದ ವಿಷಯ ತೀವ್ರ ವಿಷಾದನೀಯ ಹಾಗೂ ದುಃಖಕರ. ಈ ಘಟನೆಯ ಬಗ್ಗೆ ಕೇಂದ್ರ ಸರ್ಕಾರ ಸೂಕ್ತ ಕ್ರಮ ಕೈಗೊಳ್ಳಲಿದೆ. ಉಗ್ರರ ಕೃತ್ಯ ಖಂಡನೀಯ. ಮೃತರ ಕುಟುಂಬಕ್ಕೆ ಭಗವಂತ ದುಃಖ ಭರಿಸುವ ಶಕ್ತಿ ನೀಡಲಿ ಎಂದು ಪ್ರಾರ್ಥಿಸುತ್ತೇನೆ. [64,293,316,330]
log-2 [776,362,897,386]
story1-headline-1: ಈಶ್ವರಪ್ಪ, ಸಂಸದ ರಾಘವೇಂದ್ರ, ಶಾಸಕ ಚನ್ನಬಸಪ್ಪ ಭೇಟಿ [28,64,318,83]
ad-phone-1: 88612 09077 [41,1363,115,1374]
story2-sidebar-title: ಈಶ್ವರ ಖಂಡ್ರೆಯವರಿಂದ ಆದೇಶ [722,134,825,145]
registration-marks-mid2 [590,1444,630,1451]
dot-black [308,1444,315,1451]
notice5-body: ಕರ್ನಾಟಕ ಕಟ್ಟಡ ಮತ್ತು ಇತರೆ ನಿರ್ಮಾಣ ಕಾರ್ಮಿಕರ ಕಲ್ಯಾಣ ಮಂಡಳಿಯ ವತಿಯಿಂದ ಮಂಡಳಿಯ ಫಲಾನುಭವಿಗಳಿಗೆ ಸೌಲಭ್ಯ ಒದಗಿಸುವ ಸಂಬಂಧ ಅರ್ಹ ಸಂಸ್ಥೆಗಳಿಂದ ಇ-ಪ್ರೊಕ್ಯೂರ್‌ಮೆಂಟ್ ಮೂಲಕ ಅಲ್ಪಾವಧಿ ಟೆಂಡರ್ ಆಹ್ವಾನಿಸಲಾಗಿದೆ. ವಿವರಗಳನ್ನು www.kppp.karnataka.gov.in ಮತ್ತು ಮಂಡಳಿಯ ಅಧಿಕೃತ ಜಾಲತಾಣದಿಂದ ಪಡೆಯಬಹುದು. ಬಿಡ್ ಸಲ್ಲಿಸಲು ಕೊನೆಯ ದಿನಾಂಕ 08.05.2025 ಸಂಜೆ 5.00 ಗಂಟೆ ಆಗಿರುತ್ತದೆ. [141,1301,461,1328]
cell-amount: 260.00 [751,1208,807,1229]
ad-line-3: ಹಾಗೂ [70,1265,86,1273]
cell-no: 3 [482,1229,500,1250]
story3-body-col1 [28,522,168,840]
th-emd: ಇ.ಎಂ.ಡಿ (ರೂ. ಗಳಲ್ಲಿ) [807,1150,863,1173]
masthead [28,0,918,50]
story6-headline-1: ಡಾ.ದಯಾನಂದ ಸಾಗರ್‌ಗೆ [28,1042,145,1058]
story2-headline-2: ಮರ ಕಡಿದ ಪ್ರಕರಣ: ತನಿಖೆಗೆ ಡಿಸಿ ಆದೇಶ [494,90,751,112]
notice4-sub: ಕಾರ್ಯಪಾಲಕ ಅಭಿಯಂತರರು, ಪಂಚಾಯತ್ ರಾಜ್ ಇಂಜಿನಿಯರಿಂಗ್ ವಿಭಾಗ, ಚಿಕ್ಕಬಳ್ಳಾಪುರ [616,1045,778,1051]
cell-period: 9 ತಿಂಗಳು [863,1187,915,1208]
notice3-sign: ಸಹಿ/- ಆಯುಕ್ತರು, ಕರ್ನಾಟಕ ಗೃಹ ಮಂಡಳಿ, ಬೆಂಗಳೂರು [344,1195,463,1203]
story3-body-cont1: ನಮ್ಮ ಭಾರತೀಯ ಸಂಸ್ಕೃತಿಯಲ್ಲಿ ಉದಾತ್ತ ಚಿಂತನೆಗಳು, ಮೌಲ್ಯಯುತ ವಿಚಾರಗಳು ಅಡಗಿದ್ದು, ಅವುಗಳನ್ನು ನಾವು ಜೀವನದಲ್ಲಿ ಅಳವಡಿಸಿಕೊಳ್ಳಬೇಕು ಎಂದು ಸಿದ್ಧಗಂಗಾ ಮಠದ ಕಿರಿಯ ಶ್ರೀ ಶಿವಸಿದ್ದೇಶ್ವರ ಸ್ವಾಮೀಜಿ ತಿಳಿಸಿದರು. ತಾಲೂಕಿನ ಗ್ರಾಮದಲ್ಲಿ ಆಯೋಜಿಸಿದ್ದ ಧಾರ್ಮಿಕ ಸಮಾರಂಭದ ದಿವ್ಯ ಸಾನ್ನಿಧ್ಯ ವಹಿಸಿ ಮಾತನಾಡಿದ ಅವರು, ಭಾರತ ಸಾಂಸ್ಕೃತಿಕ ರಾಷ್ಟ್ರವಾಗಿದ್ದು, ಇಲ್ಲಿನ ಪರಂಪರೆ ವಿಶ್ವಕ್ಕೆ ಮಾದರಿಯಾಗಿದೆ. ಧರ್ಮ ಮಾರ್ಗದಲ್ಲಿ ನಡೆದರೆ ಬದುಕು ಸಾರ್ಥಕವಾಗುತ್ತದೆ. ಯುವಜನತೆ ಸಂಸ್ಕಾರಯುತ ಶಿಕ್ಷಣ ಪಡೆದು ಸಮಾಜಕ್ಕೆ ಕೊಡುಗೆ ನೀಡಬೇಕು. ಗುರು ಹಿರಿಯರನ್ನು ಗೌರವಿಸುವ ಸಂಸ್ಕೃತಿಯನ್ನು ಉಳಿಸಿ ಬೆಳೆಸಬೇಕು ಎಂದರು. ಜಾತ್ರಾ ಮಹೋತ್ಸವದ ಅಂಗವಾಗಿ ವಿವಿಧ ಧಾರ್ಮಿಕ ಕಾರ್ಯಕ್ರಮಗಳು ನಡೆದವು. ಸಾವಿರಾರು ಭಕ್ತರು ಪಾಲ್ಗೊಂಡು ಸ್ವಾಮೀಜಿಯವರ ಆಶೀರ್ವಾದ ಪಡೆದರು. ಕಾರ್ಯಕ್ರಮದಲ್ಲಿ ವಿವಿಧ ಮಠಾಧೀಶರು, ಗ್ರಾಮದ ಮುಖಂಡರು, ಜನಪ್ರತಿನಿಧಿಗಳು ಉಪಸ್ಥಿತರಿದ್ದರು. ದೇವರ ಉತ್ಸವ, ಭಜನೆ, ಪ್ರಸಾದ ವಿನಿಯೋಗ ನಡೆಯಿತು. ಶ್ರೀಗಳು ಮಾತನಾಡಿ, ಸಮಾಜದಲ್ಲಿ ಸಾಮರಸ್ಯ ಕಾಪಾಡುವುದು ಪ್ರತಿಯೊಬ್ಬರ ಕರ್ತವ್ಯ. ಶ್ರದ್ಧೆ ಹಾಗೂ ಭಕ್ತಿಯಿಂದ ದೇವರ ಸೇವೆ ಮಾಡಬೇಕು ಎಂದರು. [176,664,320,824]
dot-yellow [341,1444,348,1451]
quote-author-photo [32,335,76,387]
notice5-address: ಕಾರ್ಮಿಕ ಸದನ, ಬನ್ನೇರುಘಟ್ಟ ರಸ್ತೆ, ಬೆಂಗಳೂರು-560029 ದೂರವಾಣಿ: 080-29753354/56 [229,1259,411,1265]
tree-canopy [716,280,918,324]
vikas-head [158,906,182,934]
notice4-footer: ವಾಣಿಜ್ಯ/ಚಿಕ್ಕಬಳ್ಳಾಪುರ/ಆರ್.ಓ.ಸಂಖ್ಯೆ-25/ಕೆಎಸ್‌ಎಂಸಿಎ/2025-26 [787,1413,913,1419]
registration-marks-mid [308,1444,348,1451]
paper-name: ಹೊಸ ದಿಗಂತ [150,10,248,35]
ad-brand: ಹೊಸ ದಿಗಂತ [52,1316,104,1330]
cell-emd: 450000.00 [807,1187,863,1208]
cell-amount: 170.00 [751,1250,807,1271]
table-row [482,1229,915,1250]
story1-caption-1: ಜಮ್ಮು ಪ್ರವಾಸಕ್ಕೆ ತೆರಳಿದ್ದರು, [180,242,239,250]
th-period: ಕಾಲಾವಧಿ ಮಳೆಗಾಲ ಸೇರಿ [863,1150,915,1173]
dot-black [92,1444,99,1451]
cell-no: 1 [482,1187,500,1208]
notice5-title: ಕಾರ್ಮಿಕ ಇಲಾಖೆ [281,1233,323,1242]
story6-body-col1 [90,1086,162,1214]
dot-cyan [103,1444,110,1451]
story2-body-col1 [494,126,600,461]
notice1-body: ನಮ್ಮ ಕಕ್ಷಿದಾರರಾದ ಶ್ರೀ ... ಇವರು ತಿಳಿಸಿದಂತೆ ಸರ್ವೆ ನಂ.64/2 ರಲ್ಲಿ 0.20 ಗುಂಟೆ, ಸರ್ವೆ ನಂ.75 ರಲ್ಲಿ 0.20 ಗುಂಟೆ, ಸರ್ವೆ ನಂ.75 ಎ ರಲ್ಲಿ 0.15 ಗುಂಟೆ ಜಮೀನುಗಳ ಮಾಲೀಕರಾಗಿದ್ದು, ಈ ಆಸ್ತಿಗೆ ಸಂಬಂಧಿಸಿದ ಮೂಲ ದಾಖಲೆಗಳು ಕಳೆದುಹೋಗಿವೆ. ಈ ಕುರಿತು ಯಾರಿಗಾದರೂ ಆಕ್ಷೇಪಣೆ ಇದ್ದಲ್ಲಿ ಈ ಪ್ರಕಟಣೆ ಪ್ರಕಟವಾದ 7 ದಿನಗಳೊಳಗಾಗಿ ಲಿಖಿತ ರೂಪದಲ್ಲಿ ಕೆಳಕಂಡ ವಿಳಾಸಕ್ಕೆ ಸಲ್ಲಿಸತಕ್ಕದ್ದು. ತಪ್ಪಿದಲ್ಲಿ ಯಾವುದೇ ಆಕ್ಷೇಪಣೆ ಇಲ್ಲವೆಂದು ಪರಿಗಣಿಸಿ ಮುಂದಿನ ಕ್ರಮ ಕೈಗೊಳ್ಳಲಾಗುವುದು. [483,753,683,809]
notice3-subtitle: ಟೆಂಡರ್ ಪ್ರಕಟಣೆ (ಕೆಪಿಪಿ ಪೋರ್ಟಲ್ ಮೂಲಕ) [249,1079,467,1091]
cell-emd: 225000.00 [807,1229,863,1250]
notice2-body: ಕರ್ನಾಟಕ ರಾಜ್ಯಪಾಲರ ಪರವಾಗಿ ಕಾರ್ಯಪಾಲಕ ಇಂಜಿನಿಯರ್, ಲೋಕೋಪಯೋಗಿ ಇಲಾಖೆ, ವಿಶೇಷ ವಿಭಾಗ, ಮೈಸೂರು ಇವರಿಂದ 02 ಕಾಮಗಾರಿಗಳಿಗೆ ಅರ್ಹ ಗುತ್ತಿಗೆದಾರರಿಂದ ಇ-ಪ್ರೊಕ್ಯೂರ್‌ಮೆಂಟ್ ಮುಖಾಂತರ ಟೆಂಡರ್ ಆಹ್ವಾನಿಸಲಾಗಿದೆ. ಟೆಂಡರ್ ದಾಖಲೆಗಳನ್ನು http://KPPP.karnataka.gov.in ನಿಂದ ಡೌನ್‌ಲೋಡ್ ಮಾಡಬಹುದು. ಬಿಡ್ ಸಲ್ಲಿಸಲು ಕೊನೆಯ ದಿನಾಂಕ: 29.04.2025, ಟೆಂಡರ್ ತೆರೆಯುವ ದಿನಾಂಕ: 02.05.2025. ಹೆಚ್ಚಿನ ಮಾಹಿತಿಗೆ ಕಛೇರಿ ವೇಳೆಯಲ್ಲಿ ಸಂಪರ್ಕಿಸಬಹುದು. [705,808,911,883]
quote-mark-icon: ❝ [30,288,50,328]
story6-dateline: ದಾವಣಗೆರೆ: [28,1086,54,1094]
notice4-title: ಇ-ಪ್ರೊಕ್ಯೂರ್‌ಮೆಂಟ್ ಟೆಂಡರ್ ಪ್ರಕಟಣೆ ಸಂಖ್ಯೆ: 02/2025-26 ದಿನಾಂಕ: 15.04.2025 [477,1057,917,1070]
dayananda-body [34,1136,80,1168]
story5-body-col2 [204,886,334,1026]
story4-body-cont1: ಏತನೀರಾವರಿ ಯೋಜನೆ ಅನುಷ್ಠಾನಕ್ಕಾಗಿ ರಾಜ್ಯ ಸರ್ಕಾರ 75 ಕೋಟಿ ರೂ. ಹಣ ಬಿಡುಗಡೆ ಮಾಡಿದೆ ಎಂದು ಶಾಸಕರು ತಿಳಿಸಿದರು. ತಾಲೂಕಿನ ಗ್ರಾಮದಲ್ಲಿ ಸುದ್ದಿಗೋಷ್ಠಿಯಲ್ಲಿ ಮಾತನಾಡಿ, ಕ್ಷೇತ್ರದ ರೈತರ ಬಹುದಿನಗಳ ಬೇಡಿಕೆ ಈಡೇರಿದೆ. ಈ ಯೋಜನೆಯಿಂದ ಸುಮಾರು 24 ಕೆರೆಗಳಿಗೆ ನೀರು ತುಂಬಿಸಲಾಗುವುದು. ಕುಡಿಯುವ ನೀರಿನ ಸಮಸ್ಯೆ ನಿವಾರಣೆಯಾಗಲಿದೆ. ಕಾಮಗಾರಿ ಶೀಘ್ರದಲ್ಲಿ ಆರಂಭವಾಗಲಿದೆ. ಅಂತರ್ಜಲ ಮಟ್ಟ ಹೆಚ್ಚಲಿದ್ದು ಕೃಷಿಗೆ ಅನುಕೂಲವಾಗಲಿದೆ ಎಂದರು. ಮುಂದಿನ ದಿನಗಳಲ್ಲಿ ಕ್ಷೇತ್ರದ ಅಭಿವೃದ್ಧಿಗೆ ಇನ್ನಷ್ಟು ಅನುದಾನ ತರಲು ಪ್ರಯತ್ನಿಸಲಾಗುವುದು. ಸರ್ಕಾರದ ಗ್ಯಾರಂಟಿ ಯೋಜನೆಗಳು ಜನರಿಗೆ ತಲುಪುತ್ತಿವೆ ಎಂದು ಹೇಳಿದರು. ಈ ಸಂದರ್ಭದಲ್ಲಿ ಪಕ್ಷದ ಮುಖಂಡರು, ಕಾರ್ಯಕರ್ತರು ಹಾಜರಿದ್ದರು. [624,620,772,714]
story1-photo [180,126,320,238]
notice-land [476,730,690,1020]
dot-yellow [623,1444,630,1451]
story5-body-col1 [28,886,138,1026]
masthead-day: ಬುಧವಾರ [788,18,820,29]
cell-work: Road development works from P.G road to bypass road via Puttapur lahalli (4.00 km) Gauribidanur Taluk, Chickaballapur Dist [500,1208,751,1229]
dot-yellow [125,1444,132,1451]
story4-photo-press-meet [624,520,772,604]
khb-logo [255,1047,285,1069]
story1-body-col3 [330,126,482,426]
story5-headline: ಯುಪಿಎಸ್‌ಸಿ ಪರೀಕ್ಷೆ : ವಿಕಾಸ್‌ಗೆ 288ನೇ ರ್‍ಯಾಂಕ್ [28,856,307,876]
story3-body-cont2: ನಮ್ಮ ಭಾರತೀಯ ಸಂಸ್ಕೃತಿಯಲ್ಲಿ ಉದಾತ್ತ ಚಿಂತನೆಗಳು, ಮೌಲ್ಯಯುತ ವಿಚಾರಗಳು ಅಡಗಿದ್ದು, ಅವುಗಳನ್ನು ನಾವು ಜೀವನದಲ್ಲಿ ಅಳವಡಿಸಿಕೊಳ್ಳಬೇಕು ಎಂದು ಸಿದ್ಧಗಂಗಾ ಮಠದ ಕಿರಿಯ ಶ್ರೀ ಶಿವಸಿದ್ದೇಶ್ವರ ಸ್ವಾಮೀಜಿ ತಿಳಿಸಿದರು. ತಾಲೂಕಿನ ಗ್ರಾಮದಲ್ಲಿ ಆಯೋಜಿಸಿದ್ದ ಧಾರ್ಮಿಕ ಸಮಾರಂಭದ ದಿವ್ಯ ಸಾನ್ನಿಧ್ಯ ವಹಿಸಿ ಮಾತನಾಡಿದ ಅವರು, ಭಾರತ ಸಾಂಸ್ಕೃತಿಕ ರಾಷ್ಟ್ರವಾಗಿದ್ದು, ಇಲ್ಲಿನ ಪರಂಪರೆ ವಿಶ್ವಕ್ಕೆ ಮಾದರಿಯಾಗಿದೆ. ಧರ್ಮ ಮಾರ್ಗದಲ್ಲಿ ನಡೆದರೆ ಬದುಕು ಸಾರ್ಥಕವಾಗುತ್ತದೆ. ಯುವಜನತೆ ಸಂಸ್ಕಾರಯುತ ಶಿಕ್ಷಣ ಪಡೆದು ಸಮಾಜಕ್ಕೆ ಕೊಡುಗೆ ನೀಡಬೇಕು. ಗುರು ಹಿರಿಯರನ್ನು ಗೌರವಿಸುವ ಸಂಸ್ಕೃತಿಯನ್ನು ಉಳಿಸಿ ಬೆಳೆಸಬೇಕು ಎಂದರು. ಜಾತ್ರಾ ಮಹೋತ್ಸವದ ಅಂಗವಾಗಿ ವಿವಿಧ ಧಾರ್ಮಿಕ ಕಾರ್ಯಕ್ರಮಗಳು ನಡೆದವು. ಸಾವಿರಾರು ಭಕ್ತರು ಪಾಲ್ಗೊಂಡು ಸ್ವಾಮೀಜಿಯವರ ಆಶೀರ್ವಾದ ಪಡೆದರು. ಕಾರ್ಯಕ್ರಮದಲ್ಲಿ ವಿವಿಧ ಮಠಾಧೀಶರು, ಗ್ರಾಮದ ಮುಖಂಡರು, ಜನಪ್ರತಿನಿಧಿಗಳು ಉಪಸ್ಥಿತರಿದ್ದರು. ದೇವರ ಉತ್ಸವ, ಭಜನೆ, ಪ್ರಸಾದ ವಿನಿಯೋಗ ನಡೆಯಿತು. ಶ್ರೀಗಳು ಮಾತನಾಡಿ, ಸಮಾಜದಲ್ಲಿ ಸಾಮರಸ್ಯ ಕಾಪಾಡುವುದು ಪ್ರತಿಯೊಬ್ಬರ ಕರ್ತವ್ಯ. ಶ್ರದ್ಧೆ ಹಾಗೂ ಭಕ್ತಿಯಿಂದ ದೇವರ ಸೇವೆ ಮಾಡಬೇಕು ಎಂದರು. [326,664,468,824]
dot-magenta [114,1444,121,1451]
story5-photo [142,898,198,968]
story-irrigation [476,480,918,720]
total-empty [482,1271,500,1284]
story3-photo-crowd [176,522,468,658]
notice-zp-tender [476,1026,918,1426]
story4-top-rule [472,476,918,477]
notice4-table [481,1149,915,1284]
cell-work: Road development works from Idaguru road to Halaganahalli via H. Colony, Gandhi Nagar, (2.80 km)Gauribidanur Taluk, Chickaballapur Dist [500,1229,751,1250]
author-head [44,341,64,365]
story1-headline-2: ಮಂಜುನಾಥ್‌ರಾವ್ ಮನೆಗೆ ಧಾವಿಸಿದ ಜನಪ್ರತಿನಿಧಿಗಳು [28,90,303,109]
story6-headline-2: ಯುಪಿಎಸ್ಸಿಯಲ್ಲಿ 615ನೇ ರ್‍ಯಾಂಕ್ [28,1062,183,1078]
story1-body-col1 [28,126,168,286]
total-label: Total [500,1271,751,1284]
table-total-row [482,1271,915,1284]
story2-body-col2 [606,126,710,461]
story5-dateline: ಸಾಗರ: [28,886,44,894]
notice1-signature: ಶ್ರೀ ಎಂ.ಸಿ.ಸಿದ್ದಲಿಂಗಪ್ಪ, [559,993,607,1001]
story2-headline-1: ತಪ್ಪಿತಸ್ಥರ ವಿರುದ್ಧ ಕ್ರಮಕ್ಕೆ ಪರಿಸರ ಪ್ರೇಮಿಗಳಿಂದ ಒತ್ತಾಯ [494,64,756,80]
dot-cyan [601,1444,608,1451]
notice3-title: ಕರ್ನಾಟಕ ಗೃಹ ಮಂಡಳಿ [293,1047,362,1057]
dot-magenta [330,1444,337,1451]
notice4-sign-2: ಕಾರ್ಯಪಾಲಕ ಅಭಿಯಂತರರು [812,1389,876,1397]
masthead-rule [28,52,918,54]
notice3-body: ಕರ್ನಾಟಕ ಗೃಹ ಮಂಡಳಿಯ ವತಿಯಿಂದ ವಿವಿಧ ವಸತಿ ಯೋಜನೆಗಳ ಕಾಮಗಾರಿಗಳಿಗೆ ಅರ್ಹ ಗುತ್ತಿಗೆದಾರರಿಂದ ಇ-ಪ್ರೊಕ್ಯೂರ್‌ಮೆಂಟ್ ಮೂಲಕ ಟೆಂಡರ್ ಆಹ್ವಾನಿಸಲಾಗಿದೆ. [255,1095,461,1113]
story5-top-rule [28,848,468,849]
notice1-title: ಪತ್ರಿಕಾ ಪ್ರಕಟಣೆಗಾಗಿ [477,731,689,747]
notice-khb-tender [248,1040,468,1216]
dot-cyan [821,1444,828,1451]
cell-no: 2 [482,1208,500,1229]
notice4-table-header-row [482,1150,915,1173]
dot-black [590,1444,597,1451]
story-upsc-vikas [28,852,468,1032]
notice-labour-board [134,1228,468,1418]
column-divider-top [488,58,489,470]
notice5-sign: ಸಹಿ/- ಜಂಟಿ ಕಾರ್ಯದರ್ಶಿ, ಕ.ಕ.ಇ.ನಿ.ಕಾ.ಕ.ಮಂಡಳಿ [359,1397,461,1404]
story1-quote-cont: ಜಮ್ಮು ಮತ್ತು ಕಾಶ್ಮೀರದ ಪಹಲ್ಗಾಮ್‌ನಲ್ಲಿ ಇಂದು ನಡೆದ ಭೀಕರ ಭಯೋತ್ಪಾದಕರ ದಾಳಿಯಲ್ಲಿ ಕುಟುಂಬದೊಂದಿಗೆ ಪ್ರವಾಸಕ್ಕೆ ತೆರಳಿದ್ದ ಶಿವಮೊಗ್ಗದ ವಿಜಯನಗರ ನಿವಾಸಿ ಮಂಜುನಾಥ್ ಅವರು ಗುಂಡೇಟಿಗೆ ಬಲಿಯಾದ ವಿಷಯ ತೀವ್ರ ವಿಷಾದನೀಯ ಹಾಗೂ ದುಃಖಕರ. ಈ ಘಟನೆಯ ಬಗ್ಗೆ ಕೇಂದ್ರ ಸರ್ಕಾರ ಸೂಕ್ತ ಕ್ರಮ ಕೈಗೊಳ್ಳಲಿದೆ. ಉಗ್ರರ ಕೃತ್ಯ ಖಂಡನೀಯ. ಮೃತರ ಕುಟುಂಬಕ್ಕೆ ಭಗವಂತ ದುಃಖ ಭರಿಸುವ ಶಕ್ತಿ ನೀಡಲಿ ಎಂದು ಪ್ರಾರ್ಥಿಸುತ್ತೇನೆ. [82,339,316,385]
masthead-edition: ಶಿವಮೊಗ್ಗ [870,22,898,32]
notice-pwd-tender [698,730,918,1020]
